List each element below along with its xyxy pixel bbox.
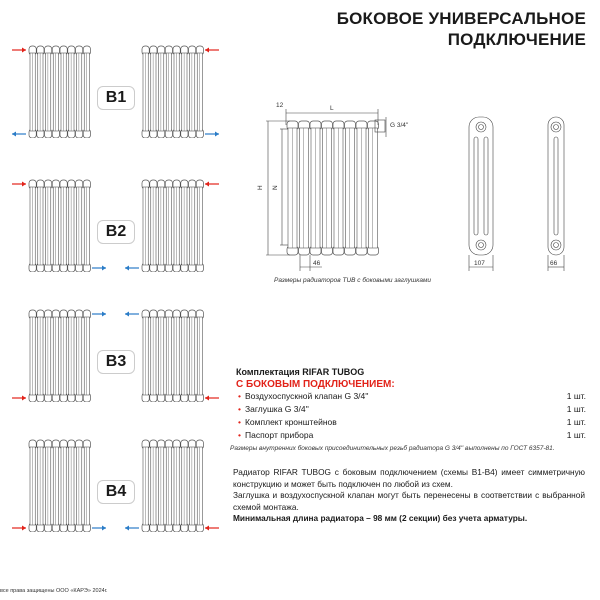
- radiator-section: [45, 440, 52, 532]
- radiator-section: [60, 310, 67, 402]
- kit-subheading: С БОКОВЫМ ПОДКЛЮЧЕНИЕМ:: [236, 379, 395, 390]
- radiator-section: [68, 180, 75, 272]
- radiator-section: [83, 440, 90, 532]
- radiator-section: [29, 46, 36, 138]
- radiator-section: [68, 310, 75, 402]
- radiator-section: [165, 310, 172, 402]
- radiator-section: [76, 440, 83, 532]
- radiator-section: [52, 46, 59, 138]
- radiator-section: [29, 310, 36, 402]
- radiator-section: [68, 46, 75, 138]
- kit-item-qty: 1 шт.: [566, 404, 586, 414]
- scheme-b1: [0, 38, 232, 138]
- scheme-b2: [0, 172, 232, 272]
- supply-arrow-icon: [12, 48, 26, 53]
- radiator-section: [60, 180, 67, 272]
- return-arrow-icon: [12, 132, 26, 137]
- supply-arrow-icon: [205, 48, 219, 53]
- bullet-icon: •: [238, 417, 241, 427]
- radiator-section: [142, 180, 149, 272]
- return-arrow-icon: [92, 312, 106, 317]
- page-title: [337, 8, 586, 50]
- radiator-section: [189, 46, 196, 138]
- radiator-section: [29, 440, 36, 532]
- radiator-section: [173, 180, 180, 272]
- scheme-b4: [0, 432, 232, 532]
- dim-12: 12: [276, 102, 284, 109]
- supply-arrow-icon: [12, 526, 26, 531]
- radiator-section: [322, 121, 333, 255]
- scheme-label: B1: [97, 86, 135, 110]
- supply-arrow-icon: [205, 526, 219, 531]
- kit-item-label: Заглушка G 3/4'': [244, 404, 309, 414]
- radiator-section: [68, 440, 75, 532]
- radiator-section: [150, 310, 157, 402]
- supply-arrow-icon: [12, 182, 26, 187]
- radiator-section: [181, 310, 188, 402]
- radiator-section: [76, 180, 83, 272]
- kit-item: [236, 403, 586, 416]
- radiator-section: [45, 310, 52, 402]
- scheme-label: B2: [97, 220, 135, 244]
- radiator-section: [189, 310, 196, 402]
- radiator-section: [158, 310, 165, 402]
- scheme-label: B3: [97, 350, 135, 374]
- supply-arrow-icon: [205, 396, 219, 401]
- description-p2: Заглушка и воздухоспускной клапан могут быть перенесены в соответствии с выбранной схемой монтажа.: [233, 490, 585, 512]
- return-arrow-icon: [92, 266, 106, 271]
- radiator-section: [189, 440, 196, 532]
- radiator-section: [196, 310, 203, 402]
- radiator-section: [45, 46, 52, 138]
- radiator-section: [345, 121, 356, 255]
- radiator-section: [333, 121, 344, 255]
- title-line-1: БОКОВОЕ УНИВЕРСАЛЬНОЕ: [336, 9, 586, 28]
- radiator-section: [189, 180, 196, 272]
- radiator-section: [158, 180, 165, 272]
- kit-item-label: Комплект кронштейнов: [244, 417, 337, 427]
- copyright: все права защищены ООО «КАРЭ» 2024г.: [0, 588, 108, 594]
- radiator-section: [287, 121, 298, 255]
- radiator-section: [196, 180, 203, 272]
- radiator-section: [83, 180, 90, 272]
- drawing-caption: Размеры радиаторов TUB с боковыми заглушками: [274, 277, 432, 284]
- radiator-section: [76, 310, 83, 402]
- dim-h: H: [257, 185, 264, 190]
- radiator-front-view: [287, 121, 379, 255]
- radiator-section: [150, 440, 157, 532]
- radiator-section: [173, 46, 180, 138]
- radiator-section: [150, 180, 157, 272]
- radiator-section: [158, 46, 165, 138]
- kit-item-label: Воздухоспускной клапан G 3/4'': [244, 391, 369, 401]
- return-arrow-icon: [125, 526, 139, 531]
- kit-section: [230, 367, 586, 452]
- radiator-section: [76, 46, 83, 138]
- radiator-section: [37, 440, 44, 532]
- kit-item: [236, 429, 586, 442]
- radiator-section: [181, 46, 188, 138]
- dim-n: N: [272, 185, 279, 190]
- radiator-section: [181, 440, 188, 532]
- dim-46: 46: [313, 260, 321, 267]
- radiator-section: [37, 310, 44, 402]
- supply-arrow-icon: [205, 182, 219, 187]
- kit-item-qty: 1 шт.: [566, 417, 586, 427]
- dim-thread: G 3/4'': [390, 122, 409, 129]
- radiator-section: [45, 180, 52, 272]
- kit-list: [236, 390, 586, 442]
- bullet-icon: •: [238, 430, 241, 440]
- kit-heading: Комплектация RIFAR TUBOG: [236, 367, 365, 377]
- radiator-section: [165, 46, 172, 138]
- radiator-section: [52, 310, 59, 402]
- kit-item-label: Паспорт прибора: [244, 430, 314, 440]
- radiator-section: [181, 180, 188, 272]
- kit-item-name: [238, 403, 309, 416]
- radiator-section: [173, 310, 180, 402]
- kit-item-qty: 1 шт.: [566, 391, 586, 401]
- return-arrow-icon: [125, 312, 139, 317]
- radiator-section: [142, 440, 149, 532]
- radiator-section: [196, 440, 203, 532]
- radiator-section: [150, 46, 157, 138]
- kit-item-qty: 1 шт.: [566, 430, 586, 440]
- scheme-b3: [0, 302, 232, 402]
- kit-note: Размеры внутренних боковых присоединительных резьб радиатора G 3/4'' выполнены по ГОСТ 6357-81.: [230, 445, 555, 452]
- radiator-section: [83, 46, 90, 138]
- bullet-icon: •: [238, 391, 241, 401]
- radiator-section: [165, 440, 172, 532]
- radiator-section: [158, 440, 165, 532]
- radiator-section: [142, 46, 149, 138]
- radiator-section: [299, 121, 310, 255]
- kit-item-name: [238, 390, 369, 403]
- bullet-icon: •: [238, 404, 241, 414]
- description: [233, 467, 585, 525]
- radiator-section: [165, 180, 172, 272]
- radiator-section: [83, 310, 90, 402]
- radiator-section: [37, 46, 44, 138]
- radiator-dimension-drawing: [250, 95, 600, 275]
- description-p1: Радиатор RIFAR TUBOG с боковым подключением (схемы B1-B4) имеет симметричную конструкцию и может быть подключен по любой из схем.: [233, 467, 585, 489]
- title-line-2: ПОДКЛЮЧЕНИЕ: [447, 30, 586, 49]
- radiator-section: [196, 46, 203, 138]
- radiator-section: [60, 46, 67, 138]
- kit-item-name: [238, 416, 337, 429]
- scheme-label: B4: [97, 480, 135, 504]
- return-arrow-icon: [92, 526, 106, 531]
- radiator-section: [29, 180, 36, 272]
- radiator-section: [356, 121, 367, 255]
- radiator-section: [60, 440, 67, 532]
- radiator-section: [37, 180, 44, 272]
- kit-item: [236, 390, 586, 403]
- return-arrow-icon: [125, 266, 139, 271]
- radiator-section: [310, 121, 321, 255]
- kit-item: [236, 416, 586, 429]
- radiator-section: [368, 121, 379, 255]
- return-arrow-icon: [205, 132, 219, 137]
- dim-107: 107: [474, 260, 485, 267]
- radiator-section: [142, 310, 149, 402]
- radiator-side-view-66: [548, 117, 564, 271]
- dim-l: L: [330, 105, 334, 112]
- dim-66: 66: [550, 260, 558, 267]
- radiator-section: [52, 180, 59, 272]
- radiator-section: [52, 440, 59, 532]
- supply-arrow-icon: [12, 396, 26, 401]
- radiator-section: [173, 440, 180, 532]
- radiator-side-view-107: [469, 117, 493, 271]
- kit-item-name: [238, 429, 313, 442]
- description-p3: Минимальная длина радиатора – 98 мм (2 секции) без учета арматуры.: [233, 513, 528, 523]
